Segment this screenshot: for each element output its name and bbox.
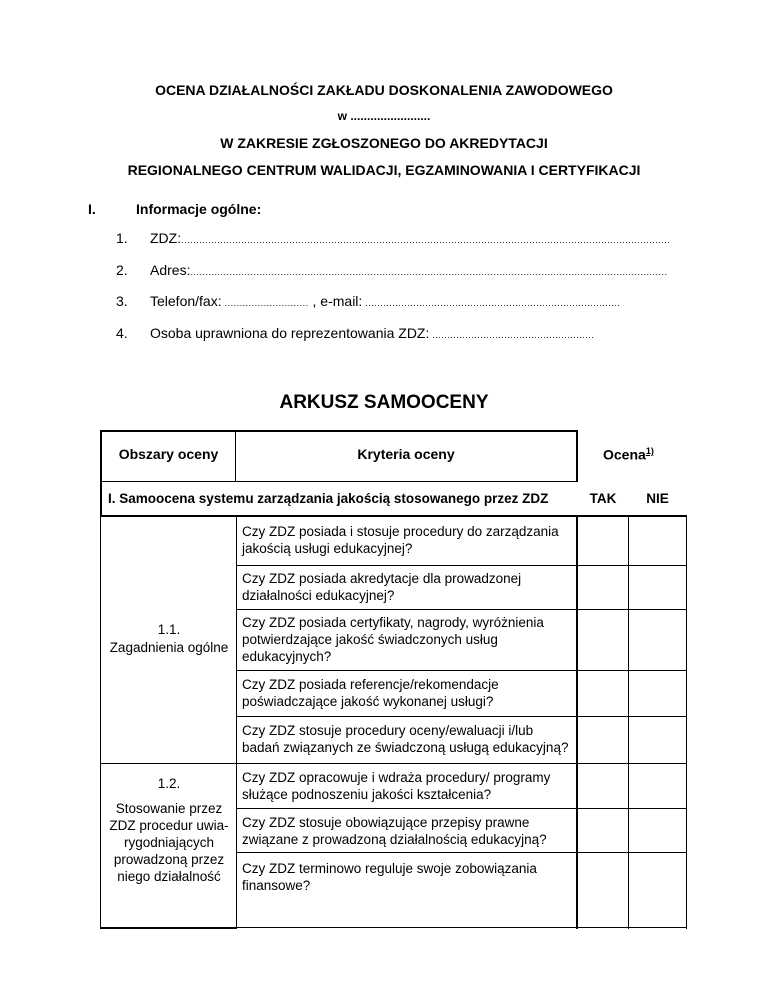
col-header-kryteria: Kryteria oceny [357, 446, 455, 462]
table-line [237, 763, 687, 764]
fill-in-dots: ...................................................... [429, 330, 595, 340]
table-line [237, 852, 687, 853]
table-line [237, 927, 687, 928]
criterion-text: Czy ZDZ posiada akredytacje dla prowadzonej działalności edukacyjnej? [242, 571, 522, 603]
fill-in-dots-email: ..................................................................................... [362, 298, 621, 308]
table-line [576, 430, 578, 482]
col-header-tak: TAK [589, 491, 617, 506]
criterion-text: Czy ZDZ posiada i stosuje procedury do zarządzania jakością usługi edukacyjnej? [242, 524, 559, 556]
table-line [100, 430, 577, 432]
area-code: 1.1. [157, 622, 181, 637]
criterion-text: Czy ZDZ terminowo reguluje swoje zobowiązania finansowe? [242, 861, 537, 893]
doc-title-line3: W ZAKRESIE ZGŁOSZONEGO DO AKREDYTACJI [220, 135, 548, 151]
area-name: Zagadnienia ogólne [109, 640, 229, 655]
item-label: Telefon/fax: [150, 293, 222, 309]
criterion-text: Czy ZDZ stosuje procedury oceny/ewaluacji i/lub badań związanych ze świadczoną usługą edukacyjną? [242, 723, 569, 755]
item-number: 3. [116, 293, 128, 309]
item-label-email: , e-mail: [308, 293, 363, 309]
table-line [101, 927, 237, 929]
table-line [237, 670, 687, 671]
area-name-line: niego działalność [117, 869, 221, 884]
criterion-text: Czy ZDZ posiada referencje/rekomendacje poświadczające jakość wykonanej usługi? [242, 677, 499, 709]
criterion-text: Czy ZDZ posiada certyfikaty, nagrody, wyróżnienia potwierdzające jakość świadczonych usług edukacyjnych? [242, 615, 544, 664]
table-line [100, 515, 101, 929]
area-name-line: prowadzoną przez [113, 852, 225, 867]
col-header-ocena [603, 446, 654, 463]
area-name-line: rygodniających [123, 835, 215, 850]
table-line [236, 515, 237, 929]
section-row-title: I. Samoocena systemu zarządzania jakością stosowanego przez ZDZ [108, 491, 549, 506]
area-name-line: ZDZ procedur uwia- [109, 818, 229, 833]
item-label: ZDZ: [150, 230, 182, 246]
col-header-obszary: Obszary oceny [118, 446, 219, 462]
table-line [237, 609, 687, 610]
table-line [100, 481, 102, 517]
item-label: Adres: [150, 262, 191, 278]
col-header-nie: NIE [646, 491, 669, 506]
table-line [237, 716, 687, 717]
table-line [101, 763, 237, 764]
doc-title-line4: REGIONALNEGO CENTRUM WALIDACJI, EGZAMINOWANIA I CERTYFIKACJI [127, 162, 641, 178]
arkusz-title: ARKUSZ SAMOOCENY [279, 392, 489, 413]
criterion-text: Czy ZDZ stosuje obowiązujące przepisy prawne związane z prowadzoną działalnością edukacyjną? [242, 815, 547, 847]
doc-title-line2: w ........................ [337, 109, 431, 123]
item-number: 2. [116, 262, 128, 278]
table-line [237, 565, 687, 566]
item-number: 1. [116, 230, 128, 246]
table-line [686, 515, 687, 929]
section-title: Informacje ogólne: [136, 201, 262, 217]
table-line [628, 515, 629, 929]
area-code: 1.2. [157, 776, 181, 791]
ocena-footnote: 1) [645, 446, 654, 456]
table-line [576, 515, 578, 929]
fill-in-dots: ............................ [221, 298, 309, 308]
item-label: Osoba uprawniona do reprezentowania ZDZ: [150, 325, 430, 341]
fill-in-dots: ................................................................................................................................................................... [181, 235, 671, 245]
fill-in-dots: ............................................................................................................................................................... [190, 267, 668, 277]
table-line [100, 515, 687, 517]
table-line [100, 481, 577, 482]
criterion-text: Czy ZDZ opracowuje i wdraża procedury/ programy służące podnoszeniu jakości kształcenia? [242, 770, 551, 802]
doc-title-line1: OCENA DZIAŁALNOŚCI ZAKŁADU DOSKONALENIA ZAWODOWEGO [155, 82, 613, 98]
table-line [237, 808, 687, 809]
ocena-label: Ocena [603, 446, 646, 463]
section-numeral: I. [88, 201, 96, 217]
area-name-line: Stosowanie przez [115, 801, 223, 816]
item-number: 4. [116, 325, 128, 341]
